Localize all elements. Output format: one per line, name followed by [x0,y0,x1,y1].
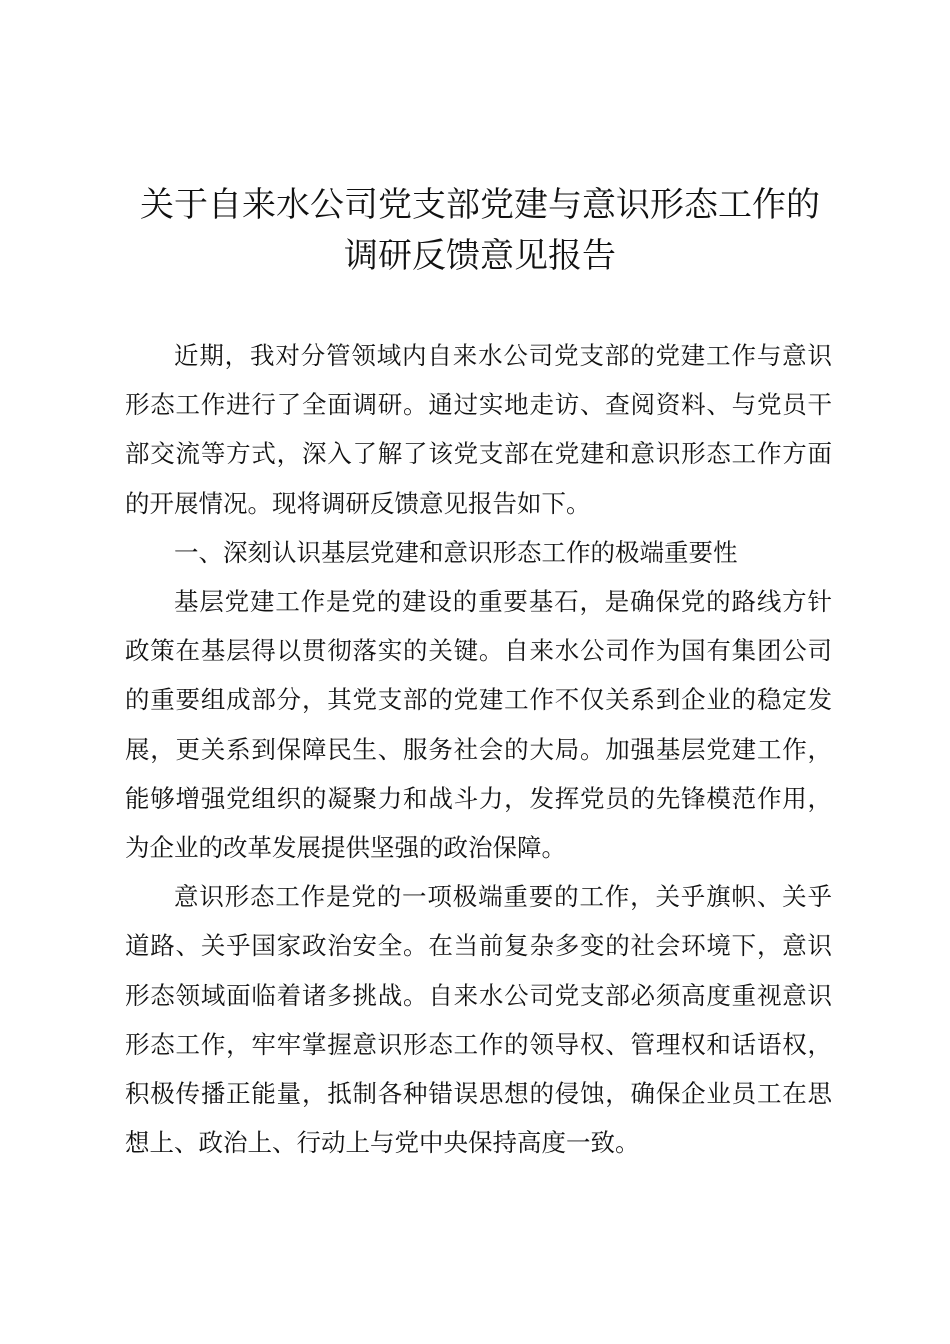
title-line-1: 关于自来水公司党支部党建与意识形态工作的 [140,185,820,225]
section-heading-1: 一、深刻认识基层党建和意识形态工作的极端重要性 [174,537,738,567]
section-1-paragraph-1: 基层党建工作是党的建设的重要基石，是确保党的路线方针政策在基层得以贯彻落实的关键。自来水公司作为国有集团公司的重要组成部分，其党支部的党建工作不仅关系到企业的稳定发展，更关系到保障民生、服务社会的大局。加强基层党建工作，能够增强党组织的凝聚力和战斗力，发挥党员的先锋模范作用，为企业的改革发展提供坚强的政治保障。 [125,587,832,863]
document-title [110,180,850,282]
title-line-2: 调研反馈意见报告 [344,236,616,276]
document-body [125,331,832,1167]
intro-paragraph: 近期，我对分管领域内自来水公司党支部的党建工作与意识形态工作进行了全面调研。通过实地走访、查阅资料、与党员干部交流等方式，深入了解了该党支部在党建和意识形态工作方面的开展情况。现将调研反馈意见报告如下。 [125,341,832,518]
section-1-paragraph-2: 意识形态工作是党的一项极端重要的工作，关乎旗帜、关乎道路、关乎国家政治安全。在当前复杂多变的社会环境下，意识形态领域面临着诸多挑战。自来水公司党支部必须高度重视意识形态工作，牢牢掌握意识形态工作的领导权、管理权和话语权，积极传播正能量，抵制各种错误思想的侵蚀，确保企业员工在思想上、政治上、行动上与党中央保持高度一致。 [125,882,832,1158]
